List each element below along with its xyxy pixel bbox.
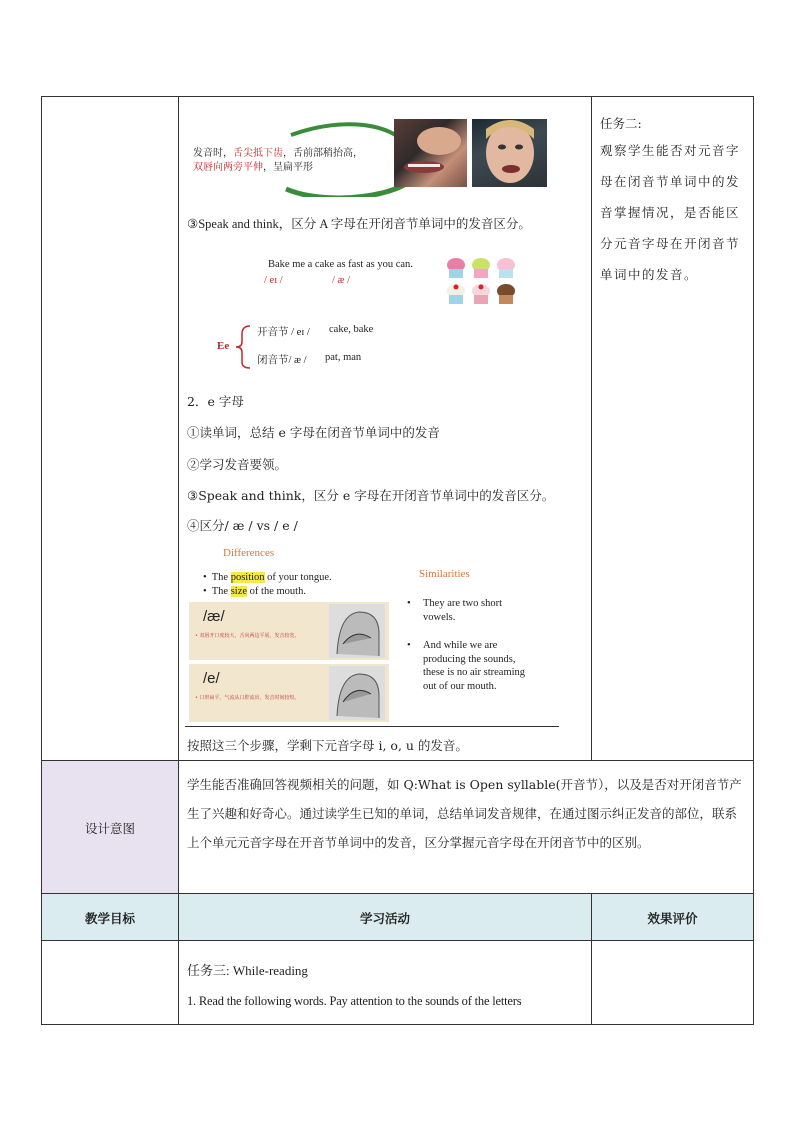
activity-cell bbox=[179, 97, 592, 761]
ae-panel bbox=[189, 602, 389, 660]
design-intent-label-cell bbox=[42, 761, 179, 894]
cake-sentence: Bake me a cake as fast as you can. bbox=[268, 259, 413, 270]
mouth-closeup-photo bbox=[394, 119, 467, 187]
open-syllable-words: cake, bake bbox=[329, 324, 374, 335]
woman-speaking-photo bbox=[472, 119, 547, 187]
read-words-item: 1. Read the following words. Pay attention to the sounds of the letters bbox=[187, 994, 522, 1008]
closing-instruction: 按照这三个步骤，学剩下元音字母 i, o, u 的发音。 bbox=[187, 738, 468, 753]
closed-syllable-words: pat, man bbox=[325, 352, 362, 363]
objective-empty-cell bbox=[42, 941, 179, 1025]
e-panel bbox=[189, 664, 389, 722]
face-drawing bbox=[472, 119, 547, 187]
evaluation-cell bbox=[592, 97, 754, 761]
mouth-diagram-ae-icon bbox=[329, 604, 385, 658]
lesson-plan-table bbox=[41, 96, 754, 1025]
similarity-2: • And while we are producing the sounds, these is no air streaming out of our mouth. bbox=[407, 640, 526, 692]
differences-title: Differences bbox=[223, 547, 275, 559]
mouth-drawing bbox=[394, 119, 467, 187]
step-a3: ③Speak and think，区分 A 字母在开闭音节单词中的发音区分。 bbox=[187, 217, 531, 231]
while-reading-cell bbox=[179, 941, 592, 1025]
task2-body: 观察学生能否对元音字母在闭音节单词中的发音掌握情况，是否能区分元音字母在开闭音节单词中的发音。 bbox=[600, 143, 741, 282]
header-activities: 学习活动 bbox=[179, 894, 592, 941]
ae-symbol: /æ/ bbox=[203, 608, 225, 625]
section-2-title: 2．e 字母 bbox=[187, 394, 244, 409]
header-evaluation: 效果评价 bbox=[592, 894, 754, 941]
differences-list bbox=[203, 571, 332, 599]
header-objectives: 教学目标 bbox=[42, 894, 179, 941]
similarity-1: • They are two short vowels. bbox=[407, 598, 503, 623]
ee-letter: Ee bbox=[217, 340, 230, 352]
design-intent-body: 学生能否准确回答视频相关的问题，如 Q:What is Open syllable(开音节），以及是否对开闭音节产生了兴趣和好奇心。通过读学生已知的单词，总结单词发音规律，在通过图示纠正发音的部位，联系上个单元元音字母在开音节单词中的发音，区分掌握元音字母在开闭音节中的区别。 bbox=[187, 777, 742, 850]
mouth-diagram-e-icon bbox=[329, 666, 385, 720]
cake-sentence-image bbox=[264, 255, 524, 315]
phonetic-ei: / eɪ / bbox=[264, 275, 283, 286]
difference-position: • The position of your tongue. bbox=[203, 572, 332, 583]
similarities-title: Similarities bbox=[419, 568, 470, 580]
design-intent-row bbox=[42, 761, 754, 894]
open-syllable-label: 开音节 / eɪ / bbox=[257, 327, 310, 338]
e-note: • 口形扁平，气流从口腔流出，发音时间较短。 bbox=[195, 695, 300, 701]
header-row bbox=[42, 894, 754, 941]
task2-title: 任务二: bbox=[600, 116, 642, 131]
cupcakes-icon bbox=[442, 255, 520, 313]
pronunciation-caption: 发音时，舌尖抵下齿，舌前部稍抬高， 双唇向两旁平伸，呈扁平形 bbox=[193, 148, 363, 173]
phonetic-ae: / æ / bbox=[332, 275, 351, 286]
task3-title: 任务三: While-reading bbox=[187, 963, 308, 978]
while-reading-row bbox=[42, 941, 754, 1025]
differences-image bbox=[189, 545, 561, 725]
ae-note: • 双唇开口度较大，舌向两边平展，发音较宽。 bbox=[195, 633, 300, 639]
step-e4: ④区分/ æ / vs / e / bbox=[187, 518, 298, 533]
activity-row bbox=[42, 97, 754, 761]
ee-diagram bbox=[217, 322, 417, 370]
step-e2: ②学习发音要领。 bbox=[187, 457, 288, 472]
design-intent-label: 设计意图 bbox=[84, 820, 135, 836]
brace-icon bbox=[234, 324, 254, 370]
closed-syllable-label: 闭音节/ æ / bbox=[257, 355, 307, 366]
difference-size: • The size of the mouth. bbox=[203, 586, 306, 597]
image-bottom-rule bbox=[185, 726, 559, 727]
step-e3: ③Speak and think，区分 e 字母在开闭音节单词中的发音区分。 bbox=[187, 488, 555, 503]
evaluation-empty-cell bbox=[592, 941, 754, 1025]
step-e1: ①读单词，总结 e 字母在闭音节单词中的发音 bbox=[187, 425, 440, 440]
empty-cell bbox=[42, 97, 179, 761]
design-intent-body-cell bbox=[179, 761, 754, 894]
e-symbol: /e/ bbox=[203, 670, 220, 687]
pronunciation-image bbox=[191, 117, 551, 197]
